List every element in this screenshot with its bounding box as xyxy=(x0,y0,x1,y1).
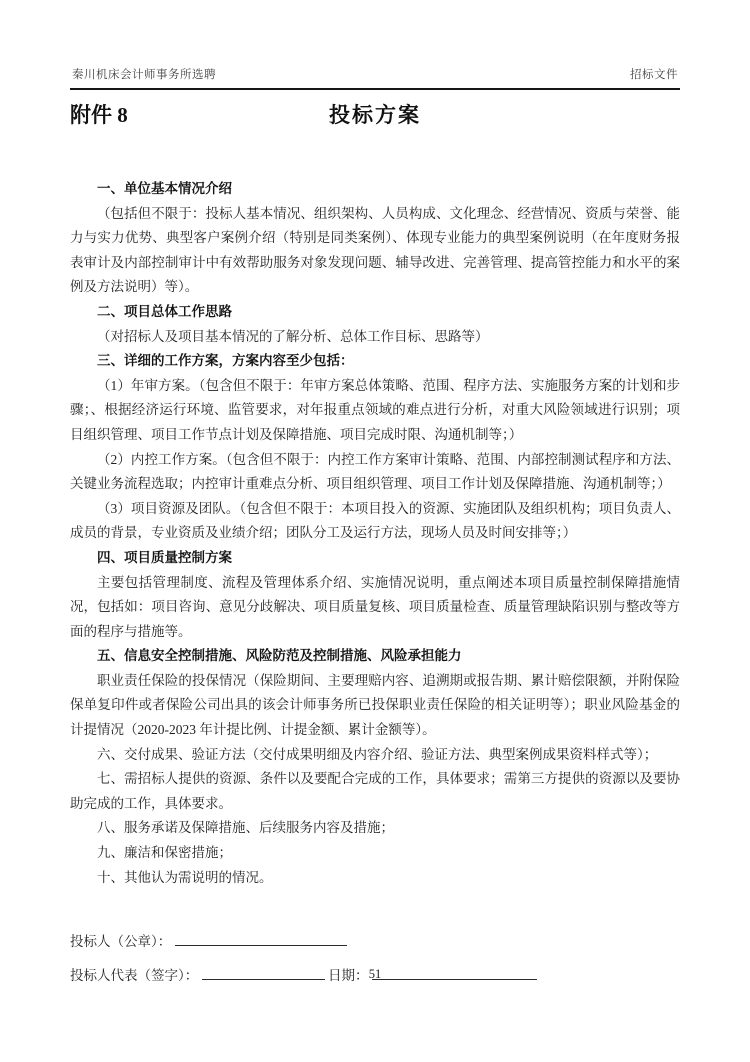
bidder-seal-label: 投标人（公章）： xyxy=(70,934,172,950)
section-heading: 五、信息安全控制措施、风险防范及控制措施、风险承担能力 xyxy=(97,648,462,664)
bidder-seal-blank-line xyxy=(175,932,347,946)
paragraph: 九、廉洁和保密措施； xyxy=(97,845,232,861)
page-title: 投标方案 xyxy=(329,103,421,127)
title-row xyxy=(70,99,680,133)
document-body xyxy=(70,177,680,890)
bidder-seal-row xyxy=(70,930,680,950)
paragraph: 七、需招标人提供的资源、条件以及要配合完成的工作，具体要求；需第三方提供的资源以及要协助完成的工作，具体要求。 xyxy=(70,771,680,811)
header-left-text: 秦川机床会计师事务所选聘 xyxy=(72,69,216,81)
section-heading: 一、单位基本情况介绍 xyxy=(97,181,232,196)
header-right-text: 招标文件 xyxy=(630,69,678,81)
paragraph: 八、服务承诺及保障措施、后续服务内容及措施； xyxy=(97,820,394,836)
paragraph: （2）内控工作方案。（包含但不限于：内控工作方案审计策略、范围、内部控制测试程序和方法、关键业务流程选取；内控审计重难点分析、项目组织管理、项目工作计划及保障措施、沟通机制等；） xyxy=(70,451,680,492)
paragraph: 职业责任保险的投保情况（保险期间、主要理赔内容、追溯期或报告期、累计赔偿限额，并附保险保单复印件或者保险公司出具的该会计师事务所已投保职业责任保险的相关证明等）；职业风险基金的计提情况（2020-2023 年计提比例、计提金额、累计金额等）。 xyxy=(70,672,680,738)
section-heading: 二、项目总体工作思路 xyxy=(97,303,232,319)
paragraph: 主要包括管理制度、流程及管理体系介绍、实施情况说明，重点阐述本项目质量控制保障措施情况，包括如：项目咨询、意见分歧解决、项目质量复核、项目质量检查、质量管理缺陷识别与整改等方面的程序与措施等。 xyxy=(70,574,680,639)
paragraph: （对招标人及项目基本情况的了解分析、总体工作目标、思路等） xyxy=(97,328,489,344)
section-heading: 四、项目质量控制方案 xyxy=(97,549,232,565)
paragraph: （包括但不限于：投标人基本情况、组织架构、人员构成、文化理念、经营情况、资质与荣誉、能力与实力优势、典型客户案例介绍（特别是同类案例）、体现专业能力的典型案例说明（在年度财务报表审计及内部控制审计中有效帮助服务对象发现问题、辅导改进、完善管理、提高管控能力和水平的案例及方法说明）等）。 xyxy=(70,205,680,295)
paragraph: 六、交付成果、验证方法（交付成果明细及内容介绍、验证方法、典型案例成果资料样式等）； xyxy=(97,746,658,762)
date-label: 日期： xyxy=(328,968,369,984)
page-header xyxy=(70,66,680,90)
page-number: 51 xyxy=(368,967,382,981)
paragraph: （1）年审方案。（包含但不限于：年审方案总体策略、范围、程序方法、实施服务方案的计划和步骤；、根据经济运行环境、监管要求，对年报重点领域的难点进行分析，对重大风险领域进行识别；项目组织管理、项目工作节点计划及保障措施、项目完成时限、沟通机制等；） xyxy=(70,377,680,442)
representative-signature-label: 投标人代表（签字）： xyxy=(70,968,199,984)
paragraph: 十、其他认为需说明的情况。 xyxy=(97,869,273,885)
paragraph: （3）项目资源及团队。（包含但不限于：本项目投入的资源、实施团队及组织机构；项目负责人、成员的背景，专业资质及业绩介绍；团队分工及运行方法，现场人员及时间安排等；） xyxy=(70,500,680,541)
section-heading: 三、详细的工作方案，方案内容至少包括： xyxy=(97,353,354,369)
attachment-number-label: 附件 8 xyxy=(70,103,128,127)
